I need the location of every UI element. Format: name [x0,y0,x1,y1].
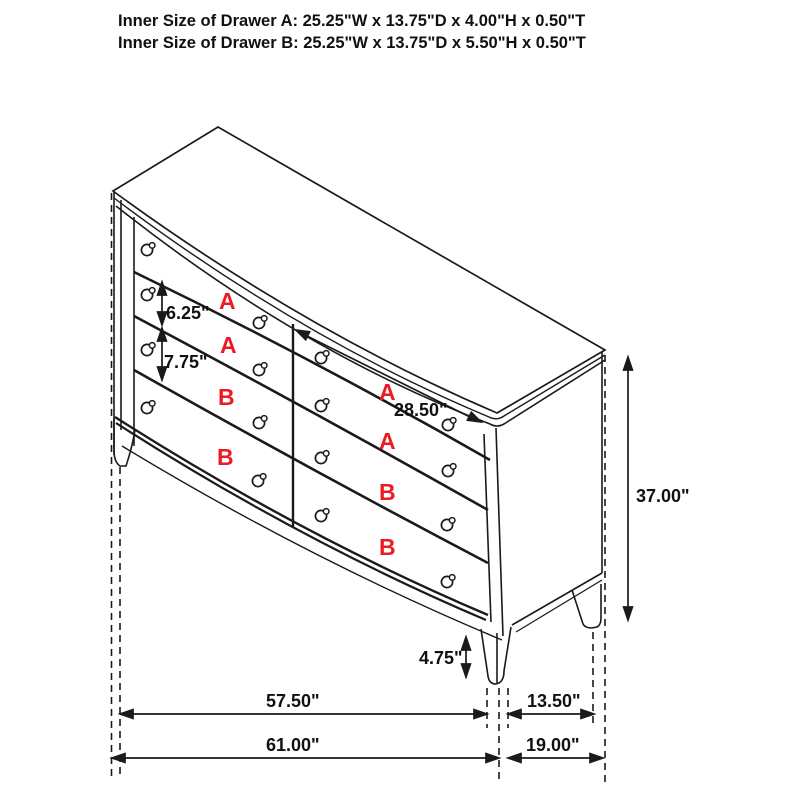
dresser-top [113,127,605,426]
dim-leg-height [462,637,471,677]
header [118,10,586,54]
header-line-drawer-b: Inner Size of Drawer B: 25.25"W x 13.75"D x 5.50"H x 0.50"T [118,34,586,52]
dim-label-overall-width: 61.00" [266,735,320,755]
base-rail-top [115,417,488,615]
drawer-label-right-1: A [379,379,396,405]
dim-label-bank-width: 28.50" [394,400,448,420]
dim-label-drawer-a-height: 6.25" [166,303,210,323]
drawer-label-left-1: A [219,288,236,314]
drawer-label-left-4: B [217,444,234,470]
dim-label-overall-height: 37.00" [636,486,690,506]
dim-label-side-inner-depth: 13.50" [527,691,581,711]
dim-label-leg-height: 4.75" [419,648,463,668]
dim-overall-height [624,357,633,620]
front-right-leg [481,627,511,684]
dim-label-front-inner-width: 57.50" [266,691,320,711]
drawer-label-right-3: B [379,479,396,505]
dim-label-overall-depth: 19.00" [526,735,580,755]
front-left-leg [114,418,135,466]
header-line-drawer-a: Inner Size of Drawer A: 25.25"W x 13.75"D x 4.00"H x 0.50"T [118,12,586,30]
drawer-label-right-2: A [379,428,396,454]
drawer-label-right-4: B [379,534,396,560]
dresser-legs [114,418,601,684]
dresser-left-side [114,192,134,455]
rear-right-leg [572,584,601,628]
drawer-label-left-3: B [218,384,235,410]
drawer-label-left-2: A [220,332,237,358]
dim-label-drawer-b-height: 7.75" [164,352,208,372]
